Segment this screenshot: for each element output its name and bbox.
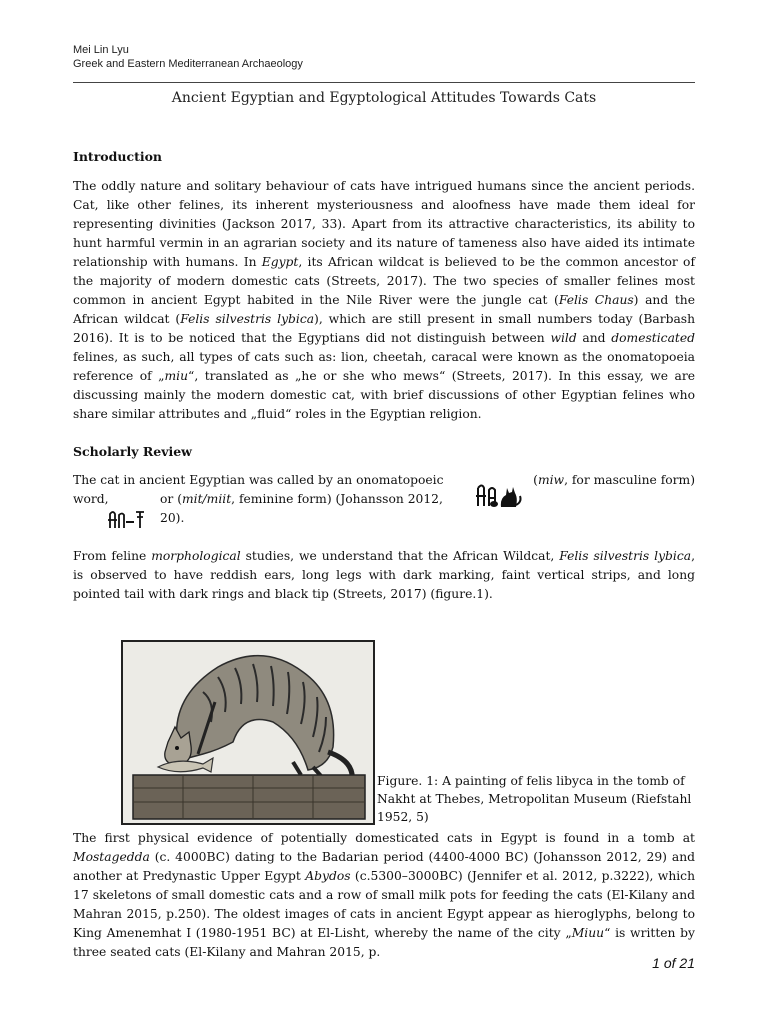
text-run: studies, we understand that the African Wildcat, <box>240 549 560 563</box>
text-run: “, translated as „he or she who mews“ (Streets, 2017). In this essay, we are discussing mainly the modern domestic cat, with brief discussions of other Egyptian felines who share similar attributes and „fluid“ roles in the Egyptian religion. <box>73 369 695 421</box>
text-run: or ( <box>160 492 182 506</box>
cat-painting-figure <box>121 640 375 825</box>
italic-run: Felis silvestris lybica <box>180 312 315 326</box>
hieroglyph-mit-icon <box>107 508 147 534</box>
page-number: 1 of 21 <box>652 955 695 971</box>
running-header <box>73 43 303 71</box>
italic-run: miu <box>164 369 189 383</box>
figure-caption: Figure. 1: A painting of felis libyca in the tomb of Nakht at Thebes, Metropolitan Museum (Riefstahl 1952, 5) <box>377 774 692 824</box>
italic-run: domesticated <box>611 331 695 345</box>
text-run: , for masculine form) <box>564 473 695 487</box>
review-heading: Scholarly Review <box>73 444 192 459</box>
text-run: The first physical evidence of potentially domesticated cats in Egypt is found in a tomb at <box>73 831 695 845</box>
intro-heading: Introduction <box>73 149 163 164</box>
italic-run: Mostagedda <box>73 850 150 864</box>
italic-run: Egypt <box>261 255 299 269</box>
hieroglyph-miw-icon <box>474 480 524 514</box>
italic-run: Miuu <box>571 926 605 940</box>
text-run: , its African wildcat is believed to be the common ancestor of the majority of modern domestic cats (Streets, 2017). The two species of smaller felines most common in ancient Egypt habited in the Nile River were the jungle cat ( <box>73 255 696 307</box>
italic-run: wild <box>550 331 577 345</box>
intro-paragraph <box>73 177 695 424</box>
text-run: , feminine form) (Johansson 2012, 20). <box>160 492 443 525</box>
text-run: (c. 4000BC) dating to the Badarian period (4400-4000 BC) (Johansson 2012, 29) and another at Predynastic Upper Egypt <box>73 850 695 883</box>
text-run: “ is written by three seated cats (El-Kilany and Mahran 2015, p. <box>73 926 695 959</box>
italic-run: mit/miit <box>182 492 232 506</box>
italic-run: Felis silvestris lybica <box>559 549 692 563</box>
text-run: ) and the African wildcat ( <box>73 293 695 326</box>
text-run: The cat in ancient Egyptian was called by an onomatopoeic word, <box>73 473 444 506</box>
italic-run: Felis Chaus <box>558 293 634 307</box>
text-run: The oddly nature and solitary behaviour of cats have intrigued humans since the ancient periods. Cat, like other felines, its inherent mysteriousness and aloofness have made them ideal for representing divinities (Jackson 2017, 33). Apart from its attractive characteristics, its ability to hunt harmful vermin in an agrarian society and its nature of tameness also have aided its intimate relationship with humans. In <box>73 179 695 269</box>
text-run: ( <box>533 473 538 487</box>
morphology-paragraph <box>73 547 695 604</box>
italic-run: Abydos <box>305 869 351 883</box>
text-run: ), which are still present in small numbers today (Barbash 2016). It is to be noticed that the Egyptians did not distinguish between <box>73 312 696 345</box>
text-run: (c.5300–3000BC) (Jennifer et al. 2012, p.3222), which 17 skeletons of small domestic cats and a row of small milk pots for feeding the cats (El-Kilany and Mahran 2015, p.250). The oldest images of cats in ancient Egypt appear as hieroglyphs, belong to King Amenemhat I (1980-1951 BC) at El-Lisht, whereby the name of the city „ <box>73 869 695 940</box>
course-name: Greek and Eastern Mediterranean Archaeology <box>73 58 303 70</box>
author-name: Mei Lin Lyu <box>73 44 129 56</box>
paper-title: Ancient Egyptian and Egyptological Attitudes Towards Cats <box>171 90 597 106</box>
italic-run: miw <box>537 473 565 487</box>
text-run: From feline <box>73 549 152 563</box>
text-run: felines, as such, all types of cats such as: lion, cheetah, caracal were known as the onomatopoeia reference of „ <box>73 350 695 383</box>
review-line1-right <box>520 471 695 490</box>
text-run: and <box>576 331 612 345</box>
text-run: , is observed to have reddish ears, long legs with dark marking, faint vertical strips, and long pointed tail with dark rings and black tip (Streets, 2017) (figure.1). <box>73 549 695 601</box>
italic-run: morphological <box>151 549 241 563</box>
header-rule <box>73 82 695 83</box>
evidence-paragraph <box>73 829 695 962</box>
review-line2 <box>160 490 470 528</box>
